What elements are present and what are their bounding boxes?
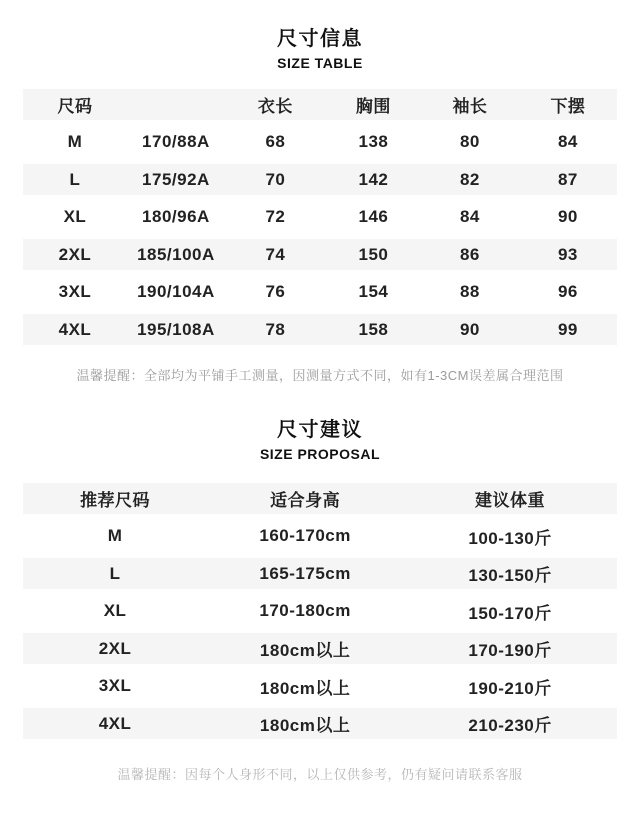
cell-model: 180/96A: [142, 207, 210, 226]
cell-length: 68: [265, 132, 286, 151]
cell-chest: 138: [358, 132, 389, 151]
cell-size: M: [107, 526, 123, 545]
size-proposal-title-zh: 尺寸建议: [277, 419, 363, 441]
table-header-row: [23, 89, 617, 120]
cell-weight: 130-150斤: [468, 566, 552, 585]
col-header-height: 适合身高: [270, 491, 341, 510]
cell-sleeve: 88: [459, 282, 480, 301]
cell-weight: 210-230斤: [468, 716, 552, 735]
cell-hem: 84: [557, 132, 578, 151]
cell-height: 160-170cm: [259, 526, 351, 545]
cell-length: 72: [265, 207, 286, 226]
cell-size: M: [67, 132, 83, 151]
table-row: [23, 708, 617, 739]
col-header-recommended-size: 推荐尺码: [80, 491, 151, 510]
cell-model: 170/88A: [142, 132, 210, 151]
cell-sleeve: 86: [459, 244, 480, 264]
size-table-title-zh: 尺寸信息: [277, 28, 363, 50]
reference-note: 温馨提醒：因每个人身形不同，以上仅供参考，仍有疑问请联系客服: [117, 767, 523, 782]
cell-hem: 96: [557, 282, 578, 301]
size-table-title-en: SIZE TABLE: [277, 55, 363, 71]
cell-model: 195/108A: [137, 319, 215, 339]
size-table: [23, 89, 617, 345]
table-row: [23, 558, 617, 589]
table-row: [23, 596, 617, 627]
table-row: [23, 127, 617, 158]
cell-chest: 158: [358, 319, 389, 339]
col-header-sleeve: 袖长: [452, 97, 488, 116]
cell-size: XL: [63, 207, 87, 226]
cell-hem: 90: [557, 207, 578, 226]
cell-length: 78: [265, 319, 286, 339]
cell-size: 2XL: [98, 638, 132, 658]
cell-size: L: [109, 563, 121, 583]
cell-height: 180cm以上: [259, 641, 351, 660]
cell-sleeve: 84: [459, 207, 480, 226]
cell-height: 180cm以上: [259, 678, 351, 698]
cell-sleeve: 82: [459, 169, 480, 189]
cell-size: L: [69, 169, 81, 189]
table-row: [23, 314, 617, 345]
cell-size: 2XL: [58, 244, 92, 264]
table-row: [23, 277, 617, 308]
size-proposal-table: [23, 483, 617, 739]
cell-chest: 142: [358, 169, 389, 189]
cell-sleeve: 80: [459, 132, 480, 151]
cell-chest: 154: [358, 282, 389, 301]
cell-weight: 150-170斤: [468, 603, 552, 623]
table-header-row: [23, 483, 617, 514]
cell-size: 4XL: [58, 319, 92, 339]
col-header-weight: 建议体重: [475, 491, 546, 510]
cell-size: 3XL: [58, 282, 92, 301]
measurement-note: 温馨提醒：全部均为平铺手工测量，因测量方式不同，如有1-3CM误差属合理范围: [76, 368, 564, 383]
cell-weight: 100-130斤: [468, 528, 552, 548]
col-header-size: 尺码: [57, 97, 93, 116]
cell-length: 76: [265, 282, 286, 301]
cell-size: 3XL: [98, 676, 132, 695]
col-header-length: 衣长: [257, 97, 293, 116]
cell-hem: 99: [557, 319, 578, 339]
cell-sleeve: 90: [459, 319, 480, 339]
cell-chest: 146: [358, 207, 389, 226]
size-table-header: [0, 28, 640, 70]
table-row: [23, 164, 617, 195]
cell-hem: 93: [557, 244, 578, 264]
table-row: [23, 521, 617, 552]
cell-chest: 150: [358, 244, 389, 264]
size-proposal-title-en: SIZE PROPOSAL: [259, 446, 381, 462]
cell-height: 170-180cm: [259, 601, 351, 620]
cell-weight: 190-210斤: [468, 678, 552, 698]
cell-model: 175/92A: [142, 169, 210, 189]
cell-size: 4XL: [98, 713, 132, 733]
cell-length: 74: [265, 244, 286, 264]
cell-weight: 170-190斤: [468, 641, 552, 660]
cell-height: 165-175cm: [259, 563, 351, 583]
cell-length: 70: [265, 169, 286, 189]
size-proposal-header: [0, 419, 640, 461]
table-row: [23, 239, 617, 270]
cell-model: 190/104A: [137, 282, 215, 301]
col-header-chest: 胸围: [355, 97, 391, 116]
col-header-hem: 下摆: [550, 97, 586, 116]
cell-height: 180cm以上: [259, 716, 351, 735]
table-row: [23, 633, 617, 664]
cell-hem: 87: [557, 169, 578, 189]
cell-model: 185/100A: [137, 244, 215, 264]
cell-size: XL: [103, 601, 127, 620]
table-row: [23, 202, 617, 233]
table-row: [23, 671, 617, 702]
